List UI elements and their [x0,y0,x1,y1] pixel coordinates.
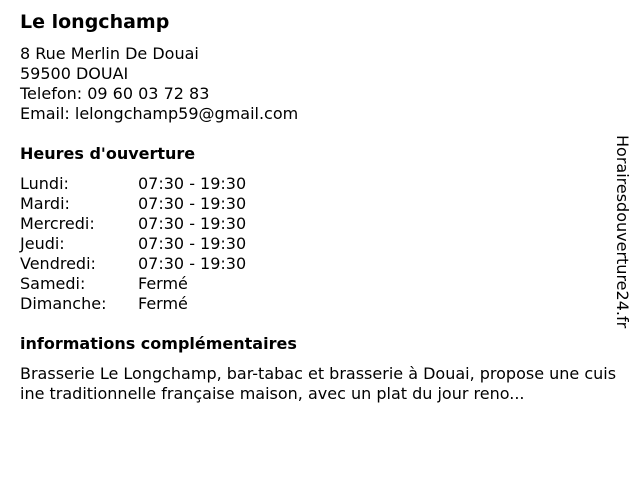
phone-number: Telefon: 09 60 03 72 83 [20,84,210,103]
hours-row-wednesday [20,214,280,234]
hours-time-value: Fermé [138,294,188,313]
hours-day-label: Mardi: [20,194,70,213]
hours-time-value: 07:30 - 19:30 [138,194,247,213]
hours-day-label: Mercredi: [20,214,95,233]
opening-hours-list [20,174,280,314]
hours-day-label: Lundi: [20,174,69,193]
hours-day-label: Vendredi: [20,254,96,273]
contact-block [20,44,298,124]
email-address: Email: lelongchamp59@gmail.com [20,104,299,123]
hours-row-thursday [20,234,280,254]
hours-row-monday [20,174,280,194]
hours-heading: Heures d'ouverture [20,144,196,163]
hours-day-label: Jeudi: [20,234,65,253]
hours-row-saturday [20,274,280,294]
info-heading: informations complémentaires [20,334,297,353]
hours-time-value: Fermé [138,274,188,293]
hours-time-value: 07:30 - 19:30 [138,234,247,253]
address-city: 59500 DOUAI [20,64,129,83]
business-name: Le longchamp [20,11,170,33]
hours-row-friday [20,254,280,274]
hours-day-label: Dimanche: [20,294,107,313]
address-street: 8 Rue Merlin De Douai [20,44,199,63]
hours-day-label: Samedi: [20,274,86,293]
hours-row-tuesday [20,194,280,214]
hours-row-sunday [20,294,280,314]
site-watermark: Horairesdouverture24.fr [613,135,632,329]
hours-time-value: 07:30 - 19:30 [138,214,247,233]
hours-time-value: 07:30 - 19:30 [138,254,247,273]
business-description: Brasserie Le Longchamp, bar-tabac et brasserie à Douai, propose une cuisine traditionnelle française maison, avec un plat du jour reno... [20,364,617,403]
hours-time-value: 07:30 - 19:30 [138,174,247,193]
